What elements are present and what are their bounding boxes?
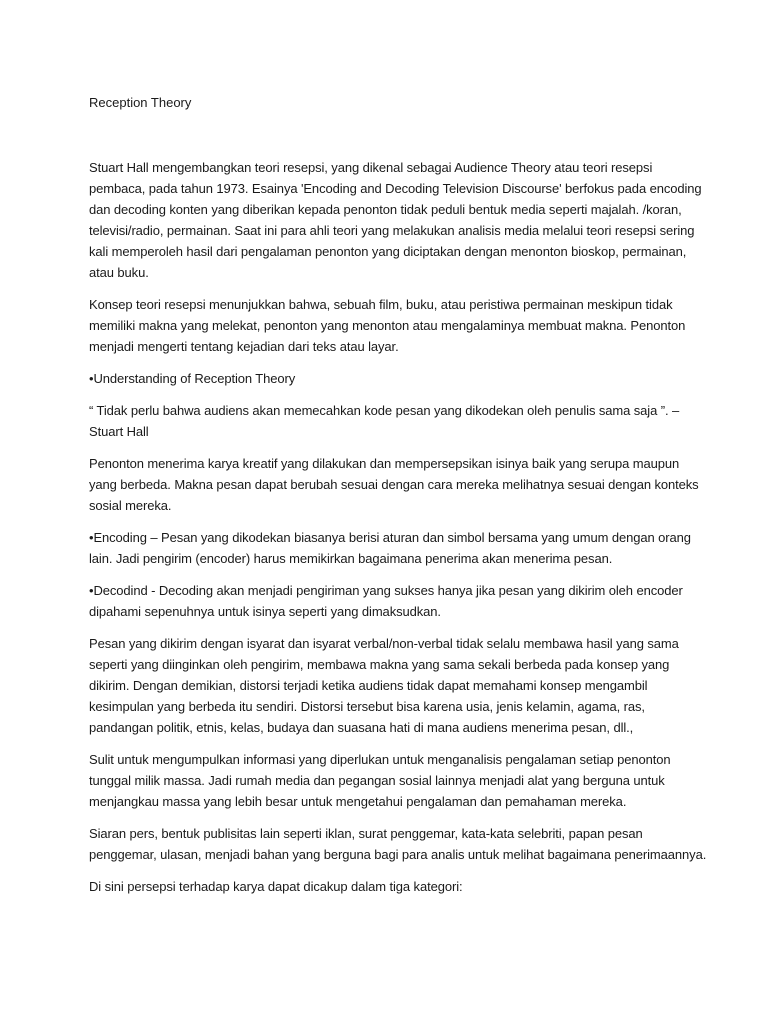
bullet-decoding: •Decodind - Decoding akan menjadi pengiriman yang sukses hanya jika pesan yang dikirim oleh encoder dipahami sepenuhnya untuk isinya seperti yang dimaksudkan. [89,583,683,619]
paragraph-audience: Penonton menerima karya kreatif yang dilakukan dan mempersepsikan isinya baik yang serupa maupun yang berbeda. Makna pesan dapat berubah sesuai dengan cara mereka melihatnya sesuai dengan konteks sosial mereka. [89,456,699,513]
quote-stuart-hall: “ Tidak perlu bahwa audiens akan memecahkan kode pesan yang dikodekan oleh penulis sama saja ”. – Stuart Hall [89,403,680,439]
paragraph-distortion: Pesan yang dikirim dengan isyarat dan isyarat verbal/non-verbal tidak selalu membawa hasil yang sama seperti yang diinginkan oleh pengirim, membawa makna yang sama sekali berbeda pada konsep yang dikirim. Dengan demikian, distorsi terjadi ketika audiens tidak dapat memahami konsep mengambil kesimpulan yang berbeda itu sendiri. Distorsi tersebut bisa karena usia, jenis kelamin, agama, ras, pandangan politik, etnis, kelas, budaya dan suasana hati di mana audiens menerima pesan, dll., [89,636,679,735]
paragraph-mass: Sulit untuk mengumpulkan informasi yang diperlukan untuk menganalisis pengalaman setiap penonton tunggal milik massa. Jadi rumah media dan pegangan sosial lainnya menjadi alat yang berguna untuk menjangkau massa yang lebih besar untuk mengetahui pengalaman dan pemahaman mereka. [89,752,671,809]
paragraph-intro: Stuart Hall mengembangkan teori resepsi, yang dikenal sebagai Audience Theory atau teori resepsi pembaca, pada tahun 1973. Esainya 'Encoding and Decoding Television Discourse' berfokus pada encoding dan decoding konten yang diberikan kepada penonton tidak peduli bentuk media seperti majalah. /koran, televisi/radio, permainan. Saat ini para ahli teori yang melakukan analisis media melalui teori resepsi sering kali memperoleh hasil dari pengalaman penonton yang diciptakan dengan menonton bioskop, permainan, atau buku. [89,160,702,280]
heading-understanding: •Understanding of Reception Theory [89,371,296,386]
bullet-encoding: •Encoding – Pesan yang dikodekan biasanya berisi aturan dan simbol bersama yang umum dengan orang lain. Jadi pengirim (encoder) harus memikirkan bagaimana penerima akan menerima pesan. [89,530,691,566]
paragraph-publicity: Siaran pers, bentuk publisitas lain seperti iklan, surat penggemar, kata-kata selebriti, papan pesan penggemar, ulasan, menjadi bahan yang berguna bagi para analis untuk melihat bagaimana penerimaannya. [89,826,707,862]
paragraph-categories: Di sini persepsi terhadap karya dapat dicakup dalam tiga kategori: [89,879,463,894]
paragraph-concept: Konsep teori resepsi menunjukkan bahwa, sebuah film, buku, atau peristiwa permainan meskipun tidak memiliki makna yang melekat, penonton yang menonton atau mengalaminya membuat makna. Penonton menjadi mengerti tentang kejadian dari teks atau layar. [89,297,686,354]
document-title: Reception Theory [89,95,192,110]
